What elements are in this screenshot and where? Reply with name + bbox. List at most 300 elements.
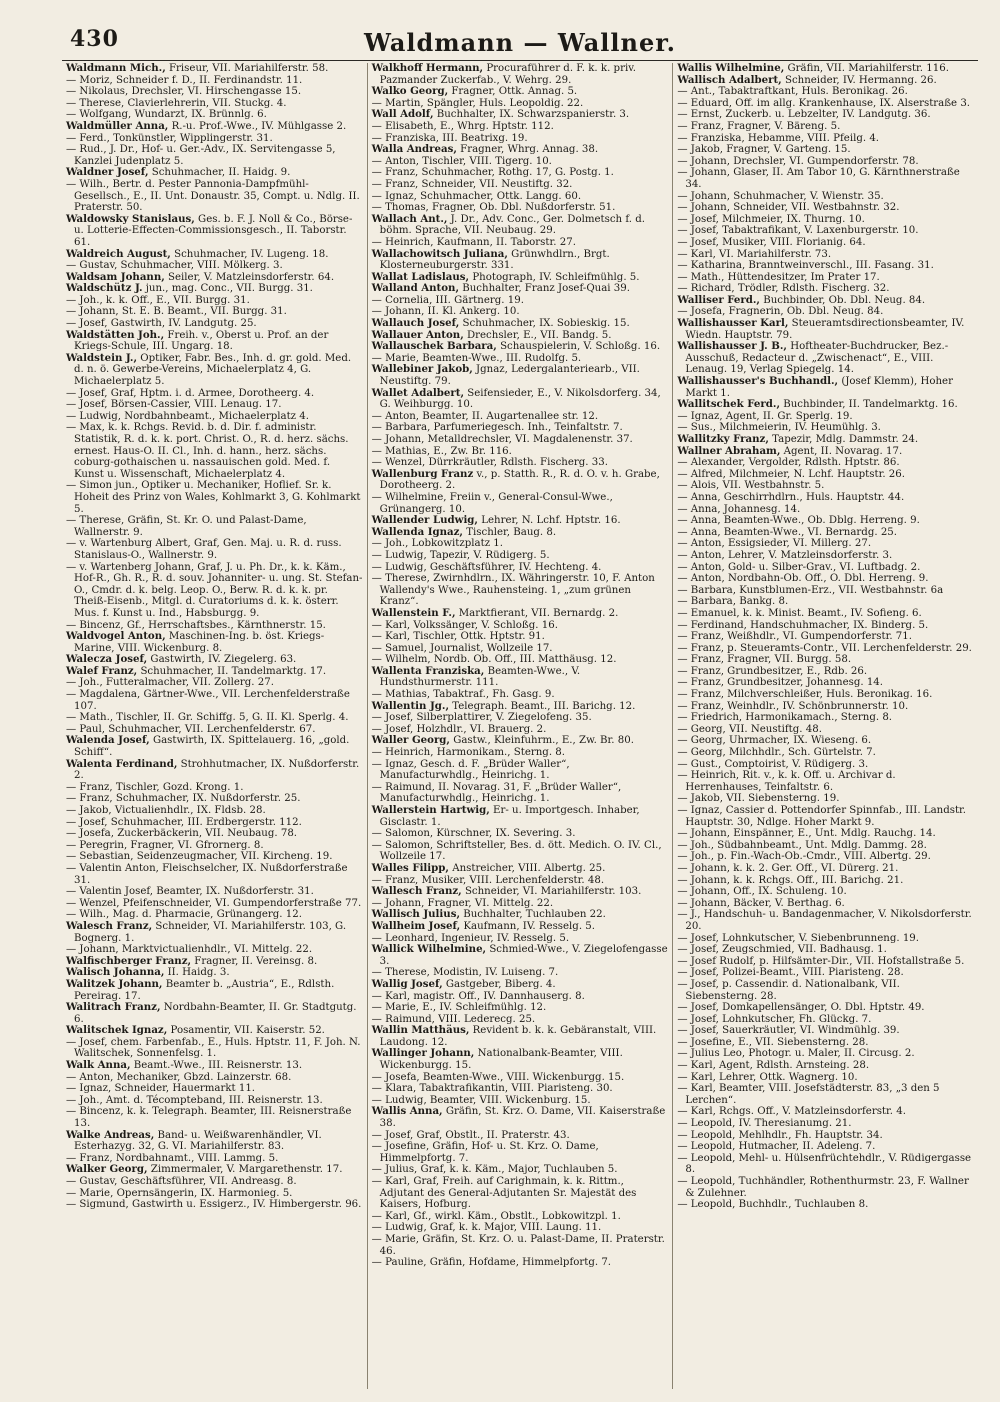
directory-entry [677, 1037, 974, 1049]
entry-text: jun., mag. Conc., VII. Burgg. 31. [142, 283, 313, 295]
entry-text: — Joh., Amt. d. Técompteband, III. Reisnerstr. 13. [66, 1094, 323, 1106]
entry-text: — Johann, Marktvictualienhdlr., VI. Mittelg. 22. [66, 944, 313, 956]
directory-entry [677, 86, 974, 98]
entry-name: Wallebiner Jakob, [371, 363, 473, 376]
entry-text: — Josef, Domkapellensänger, O. Dbl. Hptstr. 49. [677, 1002, 925, 1014]
directory-entry [372, 341, 669, 353]
directory-entry [372, 805, 669, 828]
entry-text: — Nikolaus, Drechsler, VI. Hirschengasse 15. [66, 86, 302, 98]
entry-text: — Eduard, Off. im allg. Krankenhause, IX. Alserstraße 3. [677, 97, 971, 109]
directory-entry [677, 295, 974, 307]
directory-entry [372, 701, 669, 713]
entry-text: — Josefine, Gräfin, Hof- u. St. Krz. O. Dame, Himmelpfortg. 7. [371, 1141, 599, 1164]
entry-text: — Ignaz, Schneider, Hauermarkt 11. [66, 1083, 256, 1095]
entry-text: — Wolfgang, Wundarzt, IX. Brünnlg. 6. [66, 109, 267, 121]
directory-entry [677, 550, 974, 562]
entry-text: — Karl, Gf., wirkl. Käm., Obstlt., Lobkowitzpl. 1. [371, 1210, 621, 1222]
directory-entry [66, 1106, 363, 1129]
entry-text: v., p. Statth. R., R. d. O. v. h. Grabe, Dorotheerg. 2. [379, 468, 660, 492]
entry-text: Gastwirth, IX. Spittelauerg. 16, „gold. Schiff“. [74, 735, 350, 759]
directory-entry [372, 666, 669, 689]
directory-entry [66, 179, 363, 214]
directory-entry [677, 840, 974, 852]
entry-text: Optiker, Fabr. Bes., Inh. d. gr. gold. Med. d. n. ö. Gewerbe-Vereins, Michaelerplatz 4, G. Michaelerplatz 5. [74, 352, 352, 388]
entry-text: — Josef, Graf, Obstlt., II. Praterstr. 43. [371, 1129, 570, 1141]
entry-text: Buchhalter, Tuchlauben 22. [460, 909, 606, 921]
entry-text: — Karl, magistr. Off., IV. Dannhauserg. 8. [371, 990, 585, 1002]
directory-entry [677, 446, 974, 458]
entry-text: Tischler, Baug. 8. [462, 526, 557, 538]
entry-text: — Heinrich, Harmonikam., Sterng. 8. [371, 747, 566, 759]
entry-text: — Johann, Glaser, II. Am Tabor 10, G. Kärnthnerstraße 34. [677, 167, 960, 190]
entry-text: — Anna, Beamten-Wwe., Ob. Dblg. Herreng. 9. [677, 515, 920, 527]
entry-text: — Magdalena, Gärtner-Wwe., VII. Lerchenfelderstraße 107. [66, 689, 350, 712]
directory-entry [372, 214, 669, 237]
entry-name: Walk Anna, [66, 1059, 131, 1072]
entry-text: — Ludwig, Graf, k. k. Major, VIII. Laung. 11. [371, 1222, 602, 1234]
entry-text: — Elisabeth, E., Whrg. Hptstr. 112. [371, 120, 554, 132]
directory-entry [677, 909, 974, 932]
directory-entry [372, 828, 669, 840]
entry-text: — Gustav, Geschäftsführer, VII. Andreasg. 8. [66, 1176, 297, 1187]
entry-text: — Franz, Fragner, V. Bäreng. 5. [677, 120, 841, 132]
entry-text: Schauspielerin, V. Schloßg. 16. [496, 341, 661, 353]
directory-entry [372, 109, 669, 121]
entry-text: — Richard, Trödler, Rdlsth. Fischerg. 32. [677, 283, 890, 295]
entry-text: Tapezir, Mdlg. Dammstr. 24. [768, 434, 919, 445]
entry-text: — Bincenz, Gf., Herrschaftsbes., Kärnthnerstr. 15. [66, 619, 326, 631]
directory-entry [66, 295, 363, 307]
entry-text: — Josef, Zeugschmied, VII. Badhausg. 1. [677, 944, 887, 956]
entry-text: Schuhmacher, IV. Lugeng. 18. [170, 248, 329, 260]
directory-entry [372, 863, 669, 875]
directory-entry [66, 1083, 363, 1095]
entry-name: Wallishausser Karl, [677, 317, 789, 330]
entry-text: Fragner, Ottk. Annag. 5. [448, 86, 578, 98]
directory-entry [677, 596, 974, 608]
directory-entry [372, 782, 669, 805]
directory-entry [372, 446, 669, 458]
entry-name: Walla Andreas, [371, 143, 457, 156]
directory-entry [66, 805, 363, 817]
directory-entry [66, 1199, 363, 1211]
entry-name: Wallerstein Hartwig, [371, 804, 490, 816]
entry-text: — Franz, Musiker, VIII. Lerchenfelderstr. 48. [371, 874, 605, 886]
entry-text: — Math., Tischler, II. Gr. Schiffg. 5, G. II. Kl. Sperlg. 4. [66, 712, 349, 724]
directory-entry [66, 133, 363, 145]
directory-entry [677, 202, 974, 214]
directory-entry [677, 1141, 974, 1153]
directory-entry [66, 735, 363, 758]
directory-entry [66, 886, 363, 898]
directory-entry [66, 1025, 363, 1037]
entry-text: — Leonhard, Ingenieur, IV. Resselg. 5. [371, 932, 570, 944]
entry-text: — Georg, Uhrmacher, IX. Wieseng. 6. [677, 735, 872, 747]
entry-text: — Josef, chem. Farbenfab., E., Huls. Hptstr. 11, F. Joh. N. Walitschek, Sonnenfelsg. 1. [66, 1036, 361, 1060]
entry-name: Wallinger Johann, [371, 1047, 475, 1060]
directory-entry [372, 979, 669, 991]
entry-text: Buchbinder, Ob. Dbl. Neug. 84. [759, 294, 926, 306]
entry-name: Wallishausser's Buchhandl., [677, 375, 839, 388]
entry-text: — Ludwig, Geschäftsführer, IV. Hechteng. 4. [371, 561, 602, 573]
directory-entry [66, 167, 363, 179]
entry-text: — Franz, Milchverschleißer, Huls. Beronikag. 16. [677, 689, 933, 701]
entry-name: Wallenstein F., [371, 606, 456, 619]
entry-name: Wallis Wilhelmine, [677, 63, 785, 74]
directory-entry [372, 886, 669, 898]
directory-entry [677, 156, 974, 168]
entry-text: — Therese, Clavierlehrerin, VII. Stuckg. 4. [66, 97, 287, 109]
directory-entry [677, 1153, 974, 1176]
directory-entry [677, 724, 974, 736]
directory-entry [372, 179, 669, 191]
directory-entry [66, 851, 363, 863]
entry-text: Beamter b. „Austria“, E., Rdlsth. Pereirag. 17. [74, 978, 335, 1002]
entry-text: Nationalbank-Beamter, VIII. Wickenburgg. 15. [379, 1048, 623, 1072]
directory-entry [677, 1106, 974, 1118]
directory-entry [677, 1083, 974, 1106]
entry-name: Waldstätten Joh., [66, 328, 165, 341]
entry-text: — Josef, Gastwirth, IV. Landgutg. 25. [66, 318, 257, 330]
entry-text: — Franz, p. Steueramts-Contr., VII. Lerchenfelderstr. 29. [677, 642, 972, 654]
entry-text: — Franz, Schneider, VII. Neustiftg. 32. [371, 178, 573, 190]
entry-text: Friseur, VII. Mariahilferstr. 58. [165, 63, 329, 74]
entry-name: Wallender Ludwig, [371, 514, 478, 527]
entry-text: Schuhmacher, II. Haidg. 9. [148, 167, 291, 179]
entry-text: — Franz, Fragner, VII. Burgg. 58. [677, 654, 852, 666]
directory-entry [66, 840, 363, 852]
entry-text: — Anna, Johannesg. 14. [677, 503, 801, 515]
directory-entry [677, 133, 974, 145]
entry-text: Schmied-Wwe., V. Ziegelofengasse 3. [379, 944, 668, 967]
entry-text: — Cornelia, III. Gärtnerg. 19. [371, 294, 524, 306]
entry-text: — Ignaz, Gesch. d. F. „Brüder Waller“, Manufacturwhdlg., Heinrichg. 1. [371, 758, 570, 782]
directory-entry [677, 712, 974, 724]
directory-entry [66, 828, 363, 840]
entry-text: — Wilhelmine, Freiin v., General-Consul-Wwe., Grünangerg. 10. [371, 491, 613, 515]
directory-entry [372, 492, 669, 515]
entry-text: — Max, k. k. Rchgs. Revid. b. d. Dir. f. administr. Statistik, R. d. k. k. port. Christ. O., R. d. herz. sächs. ernest. Haus-O. II. Cl., Inh. d. hann., herz. sächs. coburg-gothaischen u. nassauischen gold. Med. f. Kunst u. Wissenschaft, Michaelerplatz 4. [66, 422, 349, 480]
directory-entry [372, 434, 669, 446]
entry-text: — Anton, Beamter, II. Augartenallee str. 12. [371, 410, 599, 422]
entry-text: Photograph, IV. Schleifmühlg. 5. [469, 271, 640, 283]
directory-entry [372, 573, 669, 608]
directory-entry [677, 225, 974, 237]
directory-entry [66, 1095, 363, 1107]
entry-text: — Josef Rudolf, p. Hilfsämter-Dir., VII. Hofstallstraße 5. [677, 955, 965, 967]
directory-entry [66, 283, 363, 295]
directory-entry [677, 851, 974, 863]
entry-text: — Franz, Grundbesitzer, E., Rdb. 26. [677, 665, 868, 677]
entry-text: Procuraführer d. F. k. k. priv. Pazmander Zuckerfab., V. Wehrg. 29. [379, 63, 636, 86]
entry-name: Waller Georg, [371, 734, 450, 747]
entry-name: Wallauer Anton, [371, 328, 464, 341]
directory-entry [372, 1141, 669, 1164]
entry-text: — Anton, Mechaniker, Gbzd. Lainzerstr. 68. [66, 1071, 292, 1083]
entry-text: — Johann, k. k. Rchgs. Off., III. Barichg. 21. [677, 874, 904, 886]
directory-entry [677, 191, 974, 203]
directory-entry [66, 562, 363, 620]
directory-entry [66, 863, 363, 886]
directory-entry [677, 411, 974, 423]
entry-text: — Karl, Volkssänger, V. Schloßg. 16. [371, 619, 558, 631]
entry-text: — Paul, Schuhmacher, VII. Lerchenfelderstr. 67. [66, 723, 316, 735]
entry-name: Wallenta Franziska, [371, 664, 485, 677]
directory-entry [372, 86, 669, 98]
entry-text: Drechsler, E., VII. Bandg. 5. [463, 329, 612, 341]
entry-text: Hoftheater-Buchdrucker, Bez.-Ausschuß, Redacteur d. „Zwischenact“, E., VIII. Lenaug. 19, Verlag Spiegelg. 14. [685, 341, 949, 376]
entry-text: — Franziska, III. Beatrixg. 19. [371, 132, 528, 144]
directory-entry [66, 399, 363, 411]
directory-entry [372, 1234, 669, 1257]
entry-text: Band- u. Weißwarenhändler, VI. Esterhazyg. 32, G. VI. Mariahilferstr. 83. [74, 1129, 322, 1153]
directory-entry [372, 121, 669, 133]
entry-text: Schneider, IV. Hermanng. 26. [781, 74, 937, 86]
directory-entry [677, 167, 974, 190]
entry-text: — v. Wartenburg Albert, Graf, Gen. Maj. u. R. d. russ. Stanislaus-O., Wallnerstr. 9. [66, 538, 342, 561]
directory-entry [677, 735, 974, 747]
directory-entry [372, 921, 669, 933]
directory-entry [677, 527, 974, 539]
entry-text: — Wilh., Bertr. d. Pester Pannonia-Dampfmühl-Gesellsch., E., II. Unt. Donaustr. 35, Compt. u. Ndlg. II. Praterstr. 50. [66, 178, 360, 214]
entry-text: Freih. v., Oberst u. Prof. an der Kriegs-Schule, III. Ungarg. 18. [74, 329, 329, 353]
entry-text: Gräfin, St. Krz. O. Dame, VII. Kaiserstraße 38. [379, 1106, 666, 1130]
entry-text: — Alexander, Vergolder, Rdlsth. Hptstr. 86. [677, 457, 900, 469]
entry-name: Wallitzky Franz, [677, 433, 769, 445]
entry-text: — Franz, Weißhdlr., VI. Gumpendorferstr. 71. [677, 631, 912, 643]
entry-name: Walker Georg, [66, 1163, 148, 1176]
entry-text: Zimmermaler, V. Margarethenstr. 17. [147, 1164, 343, 1176]
entry-text: — Leopold, Hutmacher, II. Adeleng. 7. [677, 1141, 876, 1153]
entry-name: Walles Filipp, [371, 861, 449, 874]
entry-text: — Karl, Beamter, VIII. Josefstädterstr. 83, „3 den 5 Lerchen“. [677, 1083, 940, 1106]
directory-entry [677, 469, 974, 481]
entry-text: — Ignaz, Agent, II. Gr. Sperlg. 19. [677, 410, 853, 422]
entry-text: — v. Wartenberg Johann, Graf, J. u. Ph. Dr., k. k. Käm., Hof-R., Gh. R., R. d. souv. Johanniter- u. ung. St. Stefan-O., Cmdr. d. k. belg. Leop. O., Berw. R. d. k. k. pr. Theiß-Eisenb., Mitgl. d. Curatoriums d. k. k. österr. Mus. f. Kunst u. Ind., Habsburgg. 9. [66, 561, 363, 619]
entry-text: — Leopold, Mehlhdlr., Fh. Hauptstr. 34. [677, 1129, 883, 1141]
entry-text: — Leopold, IV. Theresianumg. 21. [677, 1118, 852, 1130]
entry-text: — Emanuel, k. k. Minist. Beamt., IV. Sofieng. 6. [677, 607, 922, 619]
entry-text: Beamten-Wwe., V. Hundsthurmerstr. 111. [379, 665, 581, 689]
directory-entry [372, 527, 669, 539]
directory-entry [677, 1199, 974, 1211]
entry-text: Seiler, V. Matzleinsdorferstr. 64. [164, 271, 335, 283]
directory-entry [66, 249, 363, 261]
entry-text: — Sebastian, Seidenzeugmacher, VII. Kircheng. 19. [66, 851, 333, 863]
entry-text: — Barbara, Bankg. 8. [677, 596, 789, 608]
directory-entry [66, 538, 363, 561]
entry-text: — Josef, Tabaktrafikant, V. Laxenburgerstr. 10. [677, 225, 919, 237]
entry-text: — Sus., Milchmeierin, IV. Heumühlg. 3. [677, 422, 881, 434]
entry-name: Wallach Ant., [371, 212, 448, 225]
entry-text: — Leopold, Buchhdlr., Tuchlauben 8. [677, 1199, 869, 1211]
entry-text: — Wenzel, Dürrkräutler, Rdlsth. Fischerg. 33. [371, 457, 608, 469]
entry-text: — Valentin Anton, Fleischselcher, IX. Nußdorferstraße 31. [66, 862, 348, 886]
directory-entry [372, 1164, 669, 1176]
entry-text: — Salomon, Schriftsteller, Bes. d. ött. Medich. O. IV. Cl., Wollzeile 17. [371, 839, 662, 863]
directory-entry [677, 620, 974, 632]
directory-entry [372, 747, 669, 759]
entry-name: Walfischberger Franz, [66, 954, 192, 967]
directory-entry [66, 214, 363, 249]
directory-entry [677, 956, 974, 968]
entry-text: — Josef, Lohnkutscher, Fh. Glückg. 7. [677, 1013, 872, 1025]
entry-name: Wallachowitsch Juliana, [371, 247, 508, 260]
entry-name: Walisch Johanna, [66, 966, 165, 979]
entry-name: Wallet Adalbert, [371, 386, 465, 399]
directory-entry [677, 979, 974, 1002]
entry-name: Walitzek Johann, [66, 977, 163, 990]
entry-name: Wallenda Ignaz, [371, 525, 463, 538]
entry-text: — Joh., Futteralmacher, VII. Zollerg. 27. [66, 677, 274, 689]
entry-name: Wallner Abraham, [677, 444, 781, 457]
directory-entry [677, 886, 974, 898]
entry-text: — Jakob, Fragner, V. Garteng. 15. [677, 144, 851, 156]
entry-text: II. Haidg. 3. [164, 967, 230, 979]
entry-name: Walenta Ferdinand, [66, 757, 178, 770]
entry-text: — Anton, Nordbahn-Ob. Off., O. Dbl. Herreng. 9. [677, 573, 929, 585]
entry-text: — Johann, Einspänner, E., Unt. Mdlg. Rauchg. 14. [677, 828, 936, 840]
column-1 [62, 63, 368, 1389]
entry-name: Walland Anton, [371, 282, 460, 295]
page-number: 430 [70, 26, 119, 52]
directory-entry [372, 295, 669, 307]
entry-text: — Katharina, Branntweinverschl., III. Fasang. 31. [677, 260, 934, 272]
directory-entry [677, 109, 974, 121]
entry-text: — Barbara, Parfumeriegesch. Inh., Teinfaltstr. 7. [371, 422, 623, 434]
entry-text: Gastw., Kleinfuhrm., E., Zw. Br. 80. [449, 735, 634, 747]
entry-text: — Anton, Essigsieder, VI. Millerg. 27. [677, 538, 872, 550]
directory-entry [66, 1176, 363, 1188]
directory-entry [677, 144, 974, 156]
entry-text: — Thomas, Fragner, Ob. Dbl. Nußdorferstr. 51. [371, 202, 616, 214]
entry-text: — Johann, Off., IX. Schuleng. 10. [677, 886, 847, 898]
entry-text: — Ferdinand, Handschuhmacher, IX. Binderg. 5. [677, 619, 929, 631]
entry-text: — Martin, Spängler, Huls. Leopoldig. 22. [371, 97, 584, 109]
directory-entry [372, 550, 669, 562]
entry-name: Wall Adolf, [371, 108, 434, 121]
directory-entry [372, 944, 669, 967]
entry-name: Wallis Anna, [371, 1105, 443, 1118]
directory-entry [66, 677, 363, 689]
directory-entry [372, 1257, 669, 1269]
entry-text: — Bincenz, k. k. Telegraph. Beamter, III. Reisnerstraße 13. [66, 1106, 352, 1130]
entry-text: — Ludwig, Tapezir, V. Rüdigerg. 5. [371, 549, 550, 561]
entry-text: — Karl, VI. Mariahilferstr. 73. [677, 248, 832, 260]
column-3 [673, 63, 978, 1389]
directory-entry [677, 1025, 974, 1037]
entry-text: — Therese, Modistin, IV. Luiseng. 7. [371, 967, 559, 979]
directory-entry [66, 411, 363, 423]
entry-text: — Gust., Comptoirist, V. Rüdigerg. 3. [677, 758, 869, 770]
entry-text: Kaufmann, IV. Resselg. 5. [460, 920, 596, 932]
entry-text: — Ludwig, Nordbahnbeamt., Michaelerplatz 4. [66, 410, 309, 422]
directory-entry [677, 341, 974, 376]
entry-text: — Anna, Geschirrhdlrn., Huls. Hauptstr. 44. [677, 491, 905, 503]
entry-text: — Marie, Gräfin, St. Krz. O. u. Palast-Dame, II. Praterstr. 46. [371, 1233, 665, 1257]
directory-entry [66, 422, 363, 480]
entry-text: — Ferd., Tonkünstler, Wipplingerstr. 31. [66, 132, 273, 144]
entry-text: — Julius Leo, Photogr. u. Maler, II. Circusg. 2. [677, 1048, 915, 1060]
entry-text: — Karl, Graf, Freih. auf Carighmain, k. k. Rittm., Adjutant des General-Adjutanten Sr. Majestät des Kaisers, Hofburg. [371, 1176, 637, 1211]
entry-name: Waldner Josef, [66, 166, 149, 179]
entry-text: — Joh., Lobkowitzplatz 1. [371, 538, 504, 550]
directory-entry [372, 191, 669, 203]
entry-text: — Johann, Metalldrechsler, VI. Magdalenenstr. 37. [371, 434, 633, 445]
entry-text: — Friedrich, Harmonikamach., Sterng. 8. [677, 712, 893, 724]
entry-name: Walecza Josef, [66, 653, 148, 666]
entry-text: — Gustav, Schuhmacher, VIII. Mölkerg. 3. [66, 260, 283, 272]
entry-text: Marktfierant, VII. Bernardg. 2. [455, 607, 619, 619]
entry-text: — Josef, Schuhmacher, III. Erdbergerstr. 112. [66, 816, 302, 828]
directory-entry [677, 1002, 974, 1014]
entry-name: Wallisch Adalbert, [677, 73, 782, 86]
directory-entry [66, 63, 363, 75]
entry-name: Wallishausser J. B., [677, 340, 787, 353]
columns [62, 63, 978, 1389]
directory-entry [372, 1211, 669, 1223]
directory-entry [677, 399, 974, 411]
entry-text: — Rud., J. Dr., Hof- u. Ger.-Adv., IX. Servitengasse 5, Kanzlei Judenplatz 5. [66, 144, 336, 167]
entry-text: — Alois, VII. Westbahnstr. 5. [677, 480, 825, 492]
directory-entry [372, 1072, 669, 1084]
directory-entry [677, 759, 974, 771]
directory-entry [677, 805, 974, 828]
directory-entry [372, 249, 669, 272]
entry-text: — Ignaz, Schuhmacher, Ottk. Langg. 60. [371, 190, 582, 202]
directory-entry [372, 620, 669, 632]
directory-entry [66, 817, 363, 829]
directory-entry [66, 86, 363, 98]
entry-text: — Franz, Schuhmacher, Rothg. 17, G. Postg. 1. [371, 167, 614, 179]
directory-entry [372, 1176, 669, 1211]
directory-entry [677, 98, 974, 110]
entry-text: — Johann, Schuhmacher, V. Wienstr. 35. [677, 190, 884, 202]
entry-name: Wallin Matthäus, [371, 1024, 470, 1037]
entry-text: — Johann, Fragner, VI. Mittelg. 22. [371, 897, 554, 909]
entry-text: Anstreicher, VIII. Albertg. 25. [448, 862, 606, 874]
entry-text: Seifensieder, E., V. Nikolsdorferg. 34, G. Weihburgg. 10. [379, 387, 661, 411]
entry-text: — Georg, Milchhdlr., Sch. Gürtelstr. 7. [677, 747, 876, 759]
entry-name: Wallenburg Franz [371, 467, 474, 480]
directory-entry [66, 353, 363, 388]
entry-text: — Leopold, Mehl- u. Hülsenfrüchtehdlr., V. Rüdigergasse 8. [677, 1152, 972, 1176]
directory-entry [372, 411, 669, 423]
entry-text: — Josef, Milchmeier, IX. Thurng. 10. [677, 213, 865, 225]
entry-text: — Johann, Bäcker, V. Berthag. 6. [677, 897, 845, 909]
directory-entry [372, 991, 669, 1003]
entry-text: — Franz, Schuhmacher, IX. Nußdorferstr. 25. [66, 793, 301, 805]
entry-text: — Johann, k. k. 2. Ger. Off., VI. Dürerg. 21. [677, 862, 899, 874]
entry-text: — Wilhelm, Nordb. Ob. Off., III. Matthäusg. 12. [371, 654, 617, 666]
directory-entry [66, 689, 363, 712]
entry-text: — Raimund, VIII. Lederecg. 25. [371, 1013, 536, 1025]
entry-text: — Josef, Börsen-Cassier, VIII. Lenaug. 17. [66, 399, 282, 411]
directory-entry [677, 585, 974, 597]
entry-text: Fragner, Whrg. Annag. 38. [456, 144, 599, 156]
directory-entry [677, 492, 974, 504]
entry-text: — Anton, Tischler, VIII. Tigerg. 10. [371, 155, 552, 167]
directory-entry [66, 75, 363, 87]
entry-name: Wallick Wilhelmine, [371, 943, 487, 956]
directory-entry [677, 631, 974, 643]
directory-entry [677, 608, 974, 620]
entry-text: — Josefa, Beamten-Wwe., VIII. Wickenburgg. 15. [371, 1071, 625, 1083]
entry-text: Schneider, VI. Mariahilferstr. 103, G. Bognerg. 1. [74, 920, 347, 944]
directory-entry [372, 1002, 669, 1014]
header-rule [62, 60, 978, 61]
directory-entry [372, 608, 669, 620]
